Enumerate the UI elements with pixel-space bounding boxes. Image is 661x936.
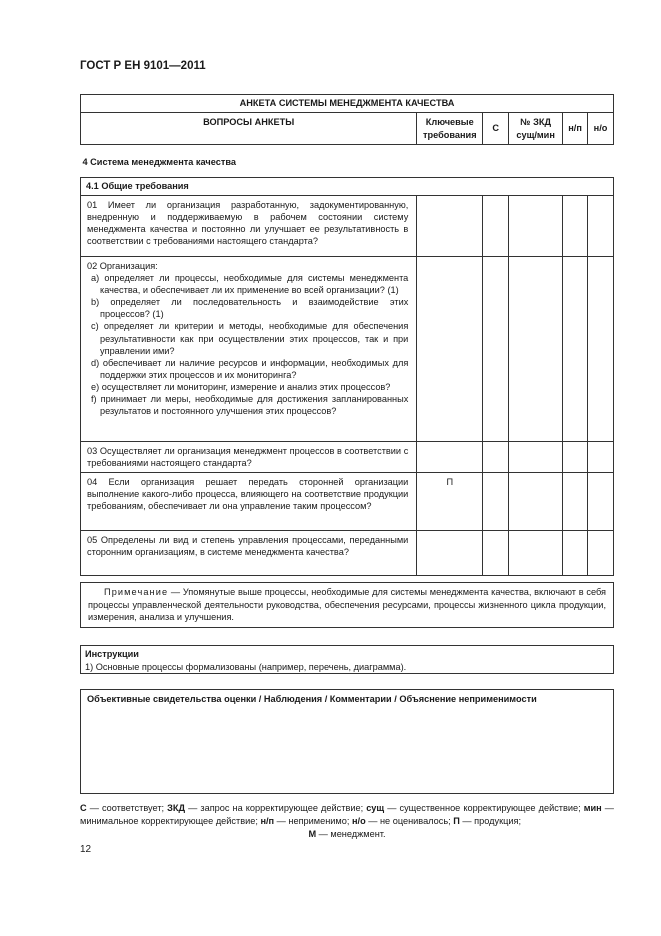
- no-cell: [588, 196, 614, 257]
- c-cell: [483, 473, 509, 531]
- document-header: ГОСТ Р ЕН 9101—2011: [80, 60, 206, 72]
- question-02-item-a: a) определяет ли процессы, необходимые для системы менеджмента качества, и обеспечивает ли их применение во всей организации? (1): [91, 273, 409, 296]
- note-text: [88, 586, 606, 624]
- key-cell: [417, 531, 483, 576]
- page-number: 12: [80, 844, 92, 855]
- no-cell: [588, 473, 614, 531]
- questions-column-header: ВОПРОСЫ АНКЕТЫ: [81, 113, 417, 145]
- zkd-cell: [509, 257, 563, 442]
- instructions-box: [80, 645, 614, 674]
- evidence-box: [80, 689, 614, 794]
- table-row: [81, 531, 614, 576]
- question-02-item-e: e) осуществляет ли мониторинг, измерение и анализ этих процессов?: [91, 381, 391, 392]
- question-02-item-f: f) принимает ли меры, необходимые для достижения запланированных результатов и постоянного улучшения этих процессов?: [91, 394, 409, 417]
- np-column-header: н/п: [563, 113, 588, 145]
- no-cell: [588, 442, 614, 473]
- questionnaire-table: [80, 94, 614, 576]
- np-cell: [563, 473, 588, 531]
- np-cell: [563, 531, 588, 576]
- evidence-title: Объективные свидетельства оценки / Наблюдения / Комментарии / Объяснение неприменимости: [87, 694, 537, 704]
- column-header-row: [81, 113, 614, 145]
- question-02-item-c: c) определяет ли критерии и методы, необходимые для обеспечения результативности как при осуществлении этих процессов, так и при управлении ими?: [91, 321, 409, 356]
- np-cell: [563, 442, 588, 473]
- table-row: [81, 473, 614, 531]
- legend: С — соответствует; ЗКД — запрос на корректирующее действие; сущ — существенное корректирующее действие; мин — минимальное корректирующее действие; н/п — неприменимо; н/о — не оценивалось; П — продукция; М — менеджмент.: [80, 803, 614, 839]
- question-02-intro: 02 Организация:: [87, 261, 158, 271]
- table-row: [81, 196, 614, 257]
- question-05: 05 Определены ли вид и степень управления процессами, переданными сторонним организациям, в системе менеджмента качества?: [81, 531, 417, 576]
- key-cell: [417, 257, 483, 442]
- key-cell: П: [417, 473, 483, 531]
- c-column-header: С: [483, 113, 509, 145]
- subsection-heading: 4.1 Общие требования: [81, 178, 614, 196]
- note-body: — Упомянутые выше процессы, необходимые для системы менеджмента качества, включают в себя процессы управленческой деятельности руководства, обеспечения ресурсами, процессы жизненного цикла продукции, измерения, анализа и улучшения.: [88, 587, 606, 623]
- c-cell: [483, 196, 509, 257]
- key-requirements-column-header: Ключевые требования: [417, 113, 483, 145]
- zkd-column-header: № ЗКД сущ/мин: [509, 113, 563, 145]
- section-row: [81, 145, 614, 178]
- table-row: [81, 442, 614, 473]
- c-cell: [483, 442, 509, 473]
- note-box: [80, 582, 614, 628]
- np-cell: [563, 196, 588, 257]
- section-heading: 4 Система менеджмента качества: [81, 145, 614, 178]
- table-row: [81, 257, 614, 442]
- zkd-cell: [509, 473, 563, 531]
- key-cell: [417, 196, 483, 257]
- question-02-item-d: d) обеспечивает ли наличие ресурсов и информации, необходимых для поддержки этих процессов и их мониторинга?: [91, 357, 409, 380]
- question-02-item-b: b) определяет ли последовательность и взаимодействие этих процессов? (1): [91, 297, 409, 320]
- np-cell: [563, 257, 588, 442]
- table-title-row: [81, 95, 614, 113]
- instructions-title: Инструкции: [85, 649, 139, 659]
- question-01: 01 Имеет ли организация разработанную, задокументированную, внедренную и поддерживаемую в рабочем состоянии систему менеджмента качества и постоянно ли улучшает ее результативность в соответствии с требованиями настоящего стандарта?: [81, 196, 417, 257]
- note-label: Примечание: [104, 587, 169, 597]
- question-03: 03 Осуществляет ли организация менеджмент процессов в соответствии с требованиями настоящего стандарта?: [81, 442, 417, 473]
- c-cell: [483, 531, 509, 576]
- question-04: 04 Если организация решает передать сторонней организации выполнение какого-либо процесса, влияющего на соответствие продукции требованиям, обеспечивает ли она управление таким процессом?: [81, 473, 417, 531]
- question-02: [81, 257, 417, 442]
- instructions-text: 1) Основные процессы формализованы (например, перечень, диаграмма).: [85, 661, 407, 672]
- subsection-row: [81, 178, 614, 196]
- no-cell: [588, 531, 614, 576]
- c-cell: [483, 257, 509, 442]
- zkd-cell: [509, 442, 563, 473]
- no-cell: [588, 257, 614, 442]
- zkd-cell: [509, 196, 563, 257]
- no-column-header: н/о: [588, 113, 614, 145]
- key-cell: [417, 442, 483, 473]
- table-title: АНКЕТА СИСТЕМЫ МЕНЕДЖМЕНТА КАЧЕСТВА: [81, 95, 614, 113]
- zkd-cell: [509, 531, 563, 576]
